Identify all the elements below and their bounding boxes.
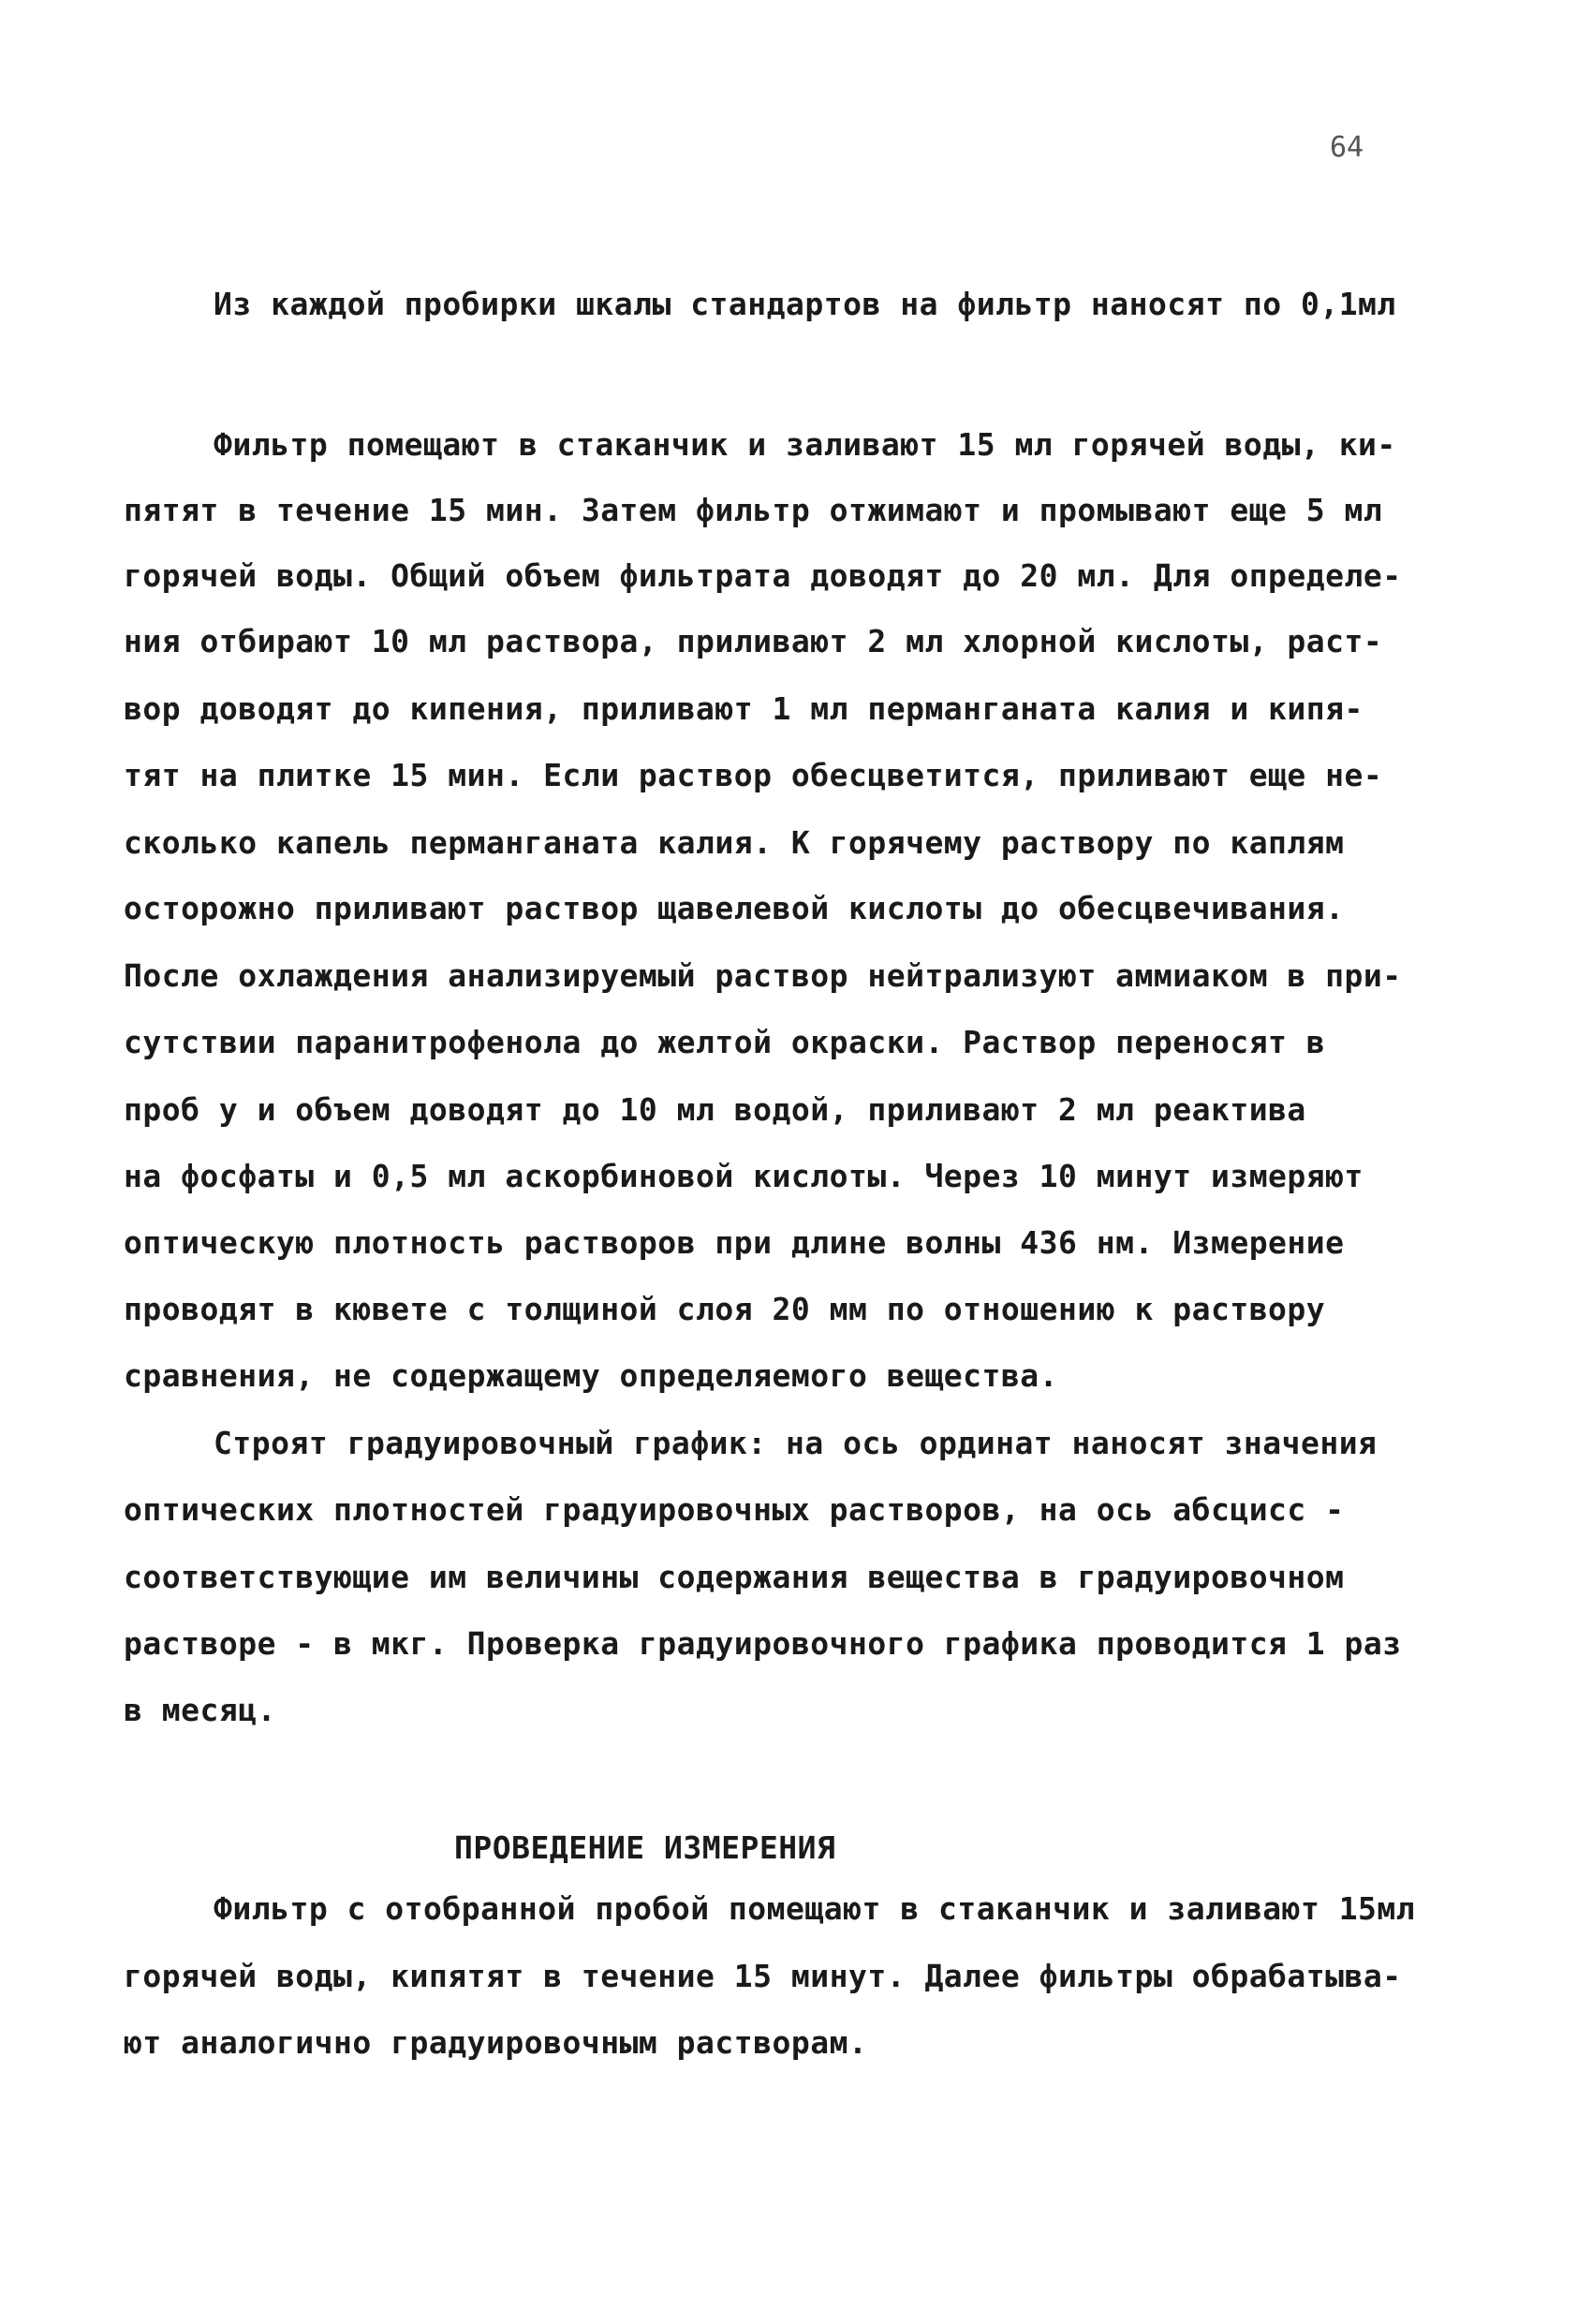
intro-line: Из каждой пробирки шкалы стандартов на фильтр наносят по 0,1мл [214,286,1396,322]
paragraph3-line: Фильтр с отобранной пробой помещают в стаканчик и заливают 15мл [214,1890,1416,1927]
paragraph1-line: После охлаждения анализируемый раствор нейтрализуют аммиаком в при- [124,957,1402,994]
paragraph1-line: сравнения, не содержащему определяемого вещества. [124,1357,1059,1394]
paragraph2-line: растворе - в мкг. Проверка градуировочного графика проводится 1 раз [124,1625,1402,1662]
paragraph2-line: соответствующие им величины содержания вещества в градуировочном [124,1559,1345,1595]
paragraph1-line: оптическую плотность растворов при длине волны 436 нм. Измерение [124,1224,1345,1261]
section-heading: ПРОВЕДЕНИЕ ИЗМЕРЕНИЯ [454,1829,836,1866]
paragraph1-line: тят на плитке 15 мин. Если раствор обесцветится, приливают еще не- [124,757,1383,793]
paragraph1-line: осторожно приливают раствор щавелевой кислоты до обесцвечивания. [124,890,1345,926]
page-number: 64 [1330,131,1364,164]
paragraph1-line: проводят в кювете с толщиной слоя 20 мм по отношению к раствору [124,1291,1326,1327]
paragraph1-line: Фильтр помещают в стаканчик и заливают 15 мл горячей воды, ки- [214,426,1396,463]
paragraph1-line: горячей воды. Общий объем фильтрата доводят до 20 мл. Для определе- [124,557,1402,594]
paragraph2-line: в месяц. [124,1692,276,1728]
paragraph2-line: Строят градуировочный график: на ось ординат наносят значения [214,1425,1378,1461]
paragraph1-line: ния отбирают 10 мл раствора, приливают 2 мл хлорной кислоты, раст- [124,623,1383,659]
paragraph1-line: вор доводят до кипения, приливают 1 мл перманганата калия и кипя- [124,690,1364,727]
paragraph1-line: проб у и объем доводят до 10 мл водой, приливают 2 мл реактива [124,1091,1306,1128]
paragraph1-line: сколько капель перманганата калия. К горячему раствору по каплям [124,824,1345,861]
paragraph1-line: пятят в течение 15 мин. Затем фильтр отжимают и промывают еще 5 мл [124,492,1383,528]
paragraph2-line: оптических плотностей градуировочных растворов, на ось абсцисс - [124,1491,1345,1528]
paragraph3-line: горячей воды, кипятят в течение 15 минут. Далее фильтры обрабатыва- [124,1958,1402,1994]
paragraph1-line: на фосфаты и 0,5 мл аскорбиновой кислоты. Через 10 минут измеряют [124,1158,1364,1194]
paragraph3-line: ют аналогично градуировочным растворам. [124,2024,868,2061]
paragraph1-line: сутствии паранитрофенола до желтой окраски. Раствор переносят в [124,1024,1326,1060]
